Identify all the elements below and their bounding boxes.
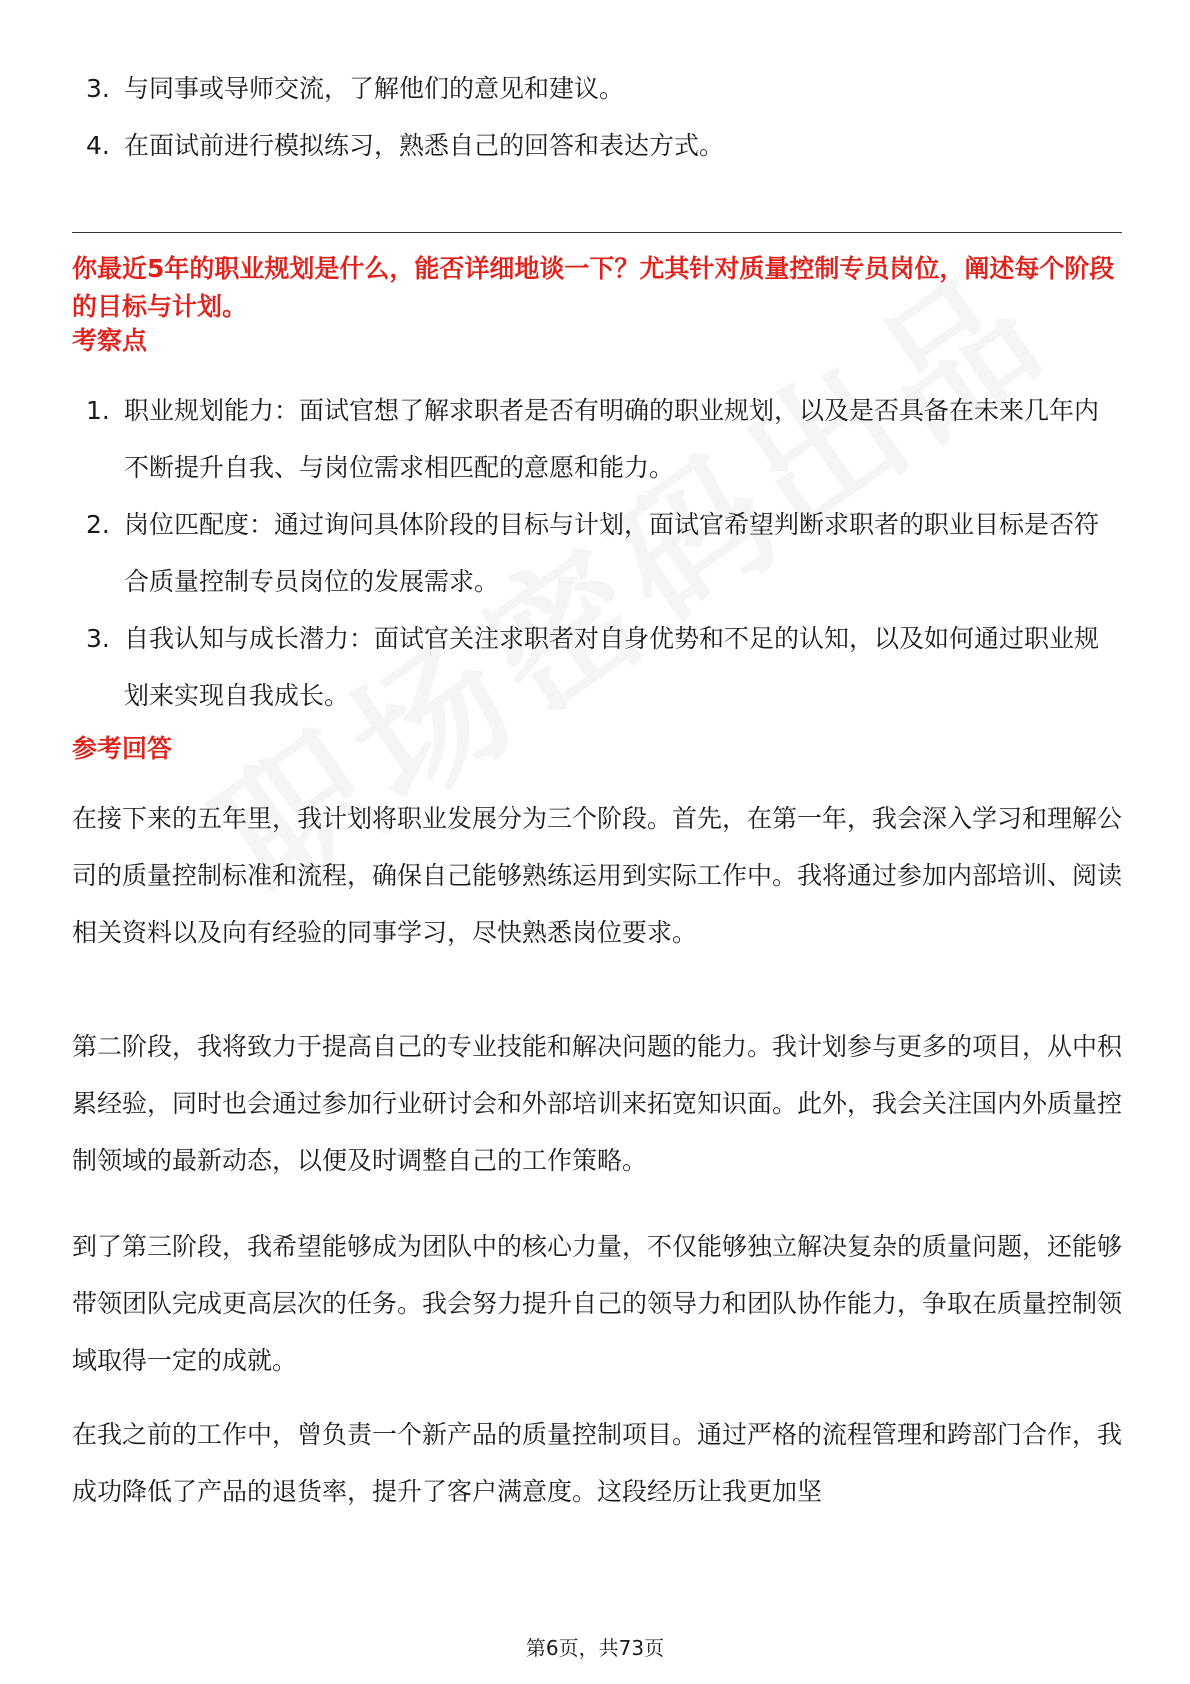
question-title: 你最近5年的职业规划是什么，能否详细地谈一下？尤其针对质量控制专员岗位，阐述每个阶段的目标与计划。 [72,254,1115,321]
list-text: 在面试前进行模拟练习，熟悉自己的回答和表达方式。 [124,131,725,160]
list-number: 4. [86,131,110,160]
list-item [72,117,1122,174]
page-footer: 第6页，共73页 [525,1636,665,1660]
assess-heading: 考察点 [72,326,148,355]
list-text: 职业规划能力：面试官想了解求职者是否有明确的职业规划，以及是否具备在未来几年内不断提升自我、与岗位需求相匹配的意愿和能力。 [124,396,1100,482]
list-number: 3. [86,624,110,653]
list-number: 2. [86,510,110,539]
answer-heading: 参考回答 [72,734,173,763]
answer-paragraph: 在接下来的五年里，我计划将职业发展分为三个阶段。首先，在第一年，我会深入学习和理解公司的质量控制标准和流程，确保自己能够熟练运用到实际工作中。我将通过参加内部培训、阅读相关资料以及向有经验的同事学习，尽快熟悉岗位要求。 [72,804,1123,947]
divider [72,232,1122,233]
list-item [72,496,1122,610]
list-item [72,60,1122,117]
answer-paragraph: 在我之前的工作中，曾负责一个新产品的质量控制项目。通过严格的流程管理和跨部门合作，我成功降低了产品的退货率，提升了客户满意度。这段经历让我更加坚 [72,1420,1123,1506]
top-list [72,60,1122,174]
answer-paragraph: 第二阶段，我将致力于提高自己的专业技能和解决问题的能力。我计划参与更多的项目，从中积累经验，同时也会通过参加行业研讨会和外部培训来拓宽知识面。此外，我会关注国内外质量控制领域的最新动态，以便及时调整自己的工作策略。 [72,1032,1123,1175]
list-item [72,610,1122,724]
list-text: 与同事或导师交流，了解他们的意见和建议。 [124,74,625,103]
list-text: 自我认知与成长潜力：面试官关注求职者对自身优势和不足的认知，以及如何通过职业规划来实现自我成长。 [124,624,1100,710]
list-number: 1. [86,396,110,425]
assess-list [72,382,1122,724]
list-item [72,382,1122,496]
list-number: 3. [86,74,110,103]
list-text: 岗位匹配度：通过询问具体阶段的目标与计划，面试官希望判断求职者的职业目标是否符合质量控制专员岗位的发展需求。 [124,510,1100,596]
answer-paragraph: 到了第三阶段，我希望能够成为团队中的核心力量，不仅能够独立解决复杂的质量问题，还能够带领团队完成更高层次的任务。我会努力提升自己的领导力和团队协作能力，争取在质量控制领域取得一定的成就。 [72,1232,1123,1375]
